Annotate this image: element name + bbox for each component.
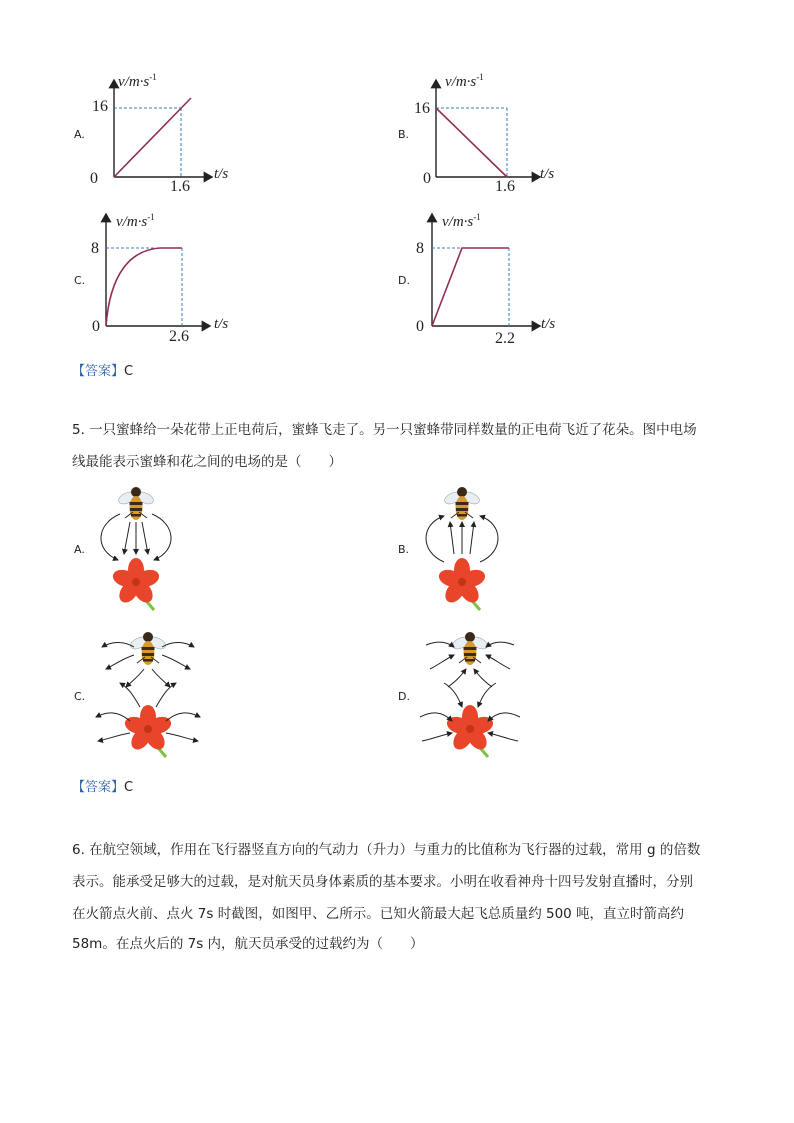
y-axis-label: $v/m\cdot s^{-1}$ [445, 72, 484, 90]
question-text: 在火箭点火前、点火 7s 时截图，如图甲、乙所示。已知火箭最大起飞总质量约 500 吨，直立时箭高约 [72, 906, 685, 922]
question-text: 表示。能承受足够大的过载，是对航天员身体素质的基本要求。小明在收看神舟十四号发射直播时，分别 [72, 874, 693, 890]
field-diagram [90, 480, 190, 615]
answer-bracket: 【答案】 [72, 364, 125, 379]
question-text: 6. 在航空领域，作用在飞行器竖直方向的气动力（升力）与重力的比值称为飞行器的过载，常用 g 的倍数 [72, 842, 701, 858]
origin-label: 0 [90, 170, 98, 187]
bee-icon [117, 487, 156, 520]
flower-icon [445, 705, 496, 757]
velocity-line [436, 108, 507, 177]
option-label: C. [74, 274, 86, 287]
option-label: A. [74, 128, 85, 141]
bee-icon [129, 632, 168, 665]
x-tick-label: 1.6 [170, 178, 190, 195]
answer-value: C [124, 780, 134, 795]
question-text: 58m。在点火后的 7s 内，航天员承受的过载约为（ ） [72, 936, 424, 952]
y-tick-label: 16 [92, 98, 108, 115]
flower-icon [123, 705, 174, 757]
bee-icon [451, 632, 490, 665]
question-text: 5. 一只蜜蜂给一朵花带上正电荷后，蜜蜂飞走了。另一只蜜蜂带同样数量的正电荷飞近了花朵。图中电场 [72, 422, 697, 438]
y-axis-label: $v/m\cdot s^{-1}$ [116, 212, 155, 230]
x-axis-label: t/s [541, 316, 556, 332]
question-text: 线最能表示蜜蜂和花之间的电场的是（ ） [72, 454, 342, 470]
y-tick-label: 16 [414, 100, 430, 117]
y-axis-label: $v/m\cdot s^{-1}$ [118, 72, 157, 90]
flower-icon [111, 558, 162, 610]
option-label: B. [398, 543, 410, 556]
option-label: A. [74, 543, 85, 556]
flower-icon [437, 558, 488, 610]
option-label: D. [398, 690, 410, 703]
field-lines [426, 516, 498, 562]
origin-label: 0 [416, 318, 424, 335]
option-label: B. [398, 128, 410, 141]
field-diagram [414, 480, 514, 615]
option-label: D. [398, 274, 410, 287]
x-axis-label: t/s [540, 166, 555, 182]
x-tick-label: 2.6 [169, 328, 189, 345]
x-tick-label: 1.6 [495, 178, 515, 195]
velocity-line [114, 98, 191, 177]
bee-icon [443, 487, 482, 520]
field-lines [101, 514, 171, 560]
origin-label: 0 [92, 318, 100, 335]
x-axis-label: t/s [214, 316, 229, 332]
answer-line [72, 776, 133, 795]
answer-line [72, 360, 133, 379]
field-diagram [414, 625, 534, 765]
velocity-curve [106, 248, 182, 326]
x-axis-label: t/s [214, 166, 229, 182]
origin-label: 0 [423, 170, 431, 187]
option-label: C. [74, 690, 86, 703]
x-tick-label: 2.2 [495, 330, 515, 347]
y-tick-label: 8 [91, 240, 99, 257]
answer-bracket: 【答案】 [72, 780, 125, 795]
velocity-line [432, 248, 509, 326]
answer-value: C [124, 364, 134, 379]
field-diagram [90, 625, 210, 765]
y-axis-label: $v/m\cdot s^{-1}$ [442, 212, 481, 230]
y-tick-label: 8 [416, 240, 424, 257]
